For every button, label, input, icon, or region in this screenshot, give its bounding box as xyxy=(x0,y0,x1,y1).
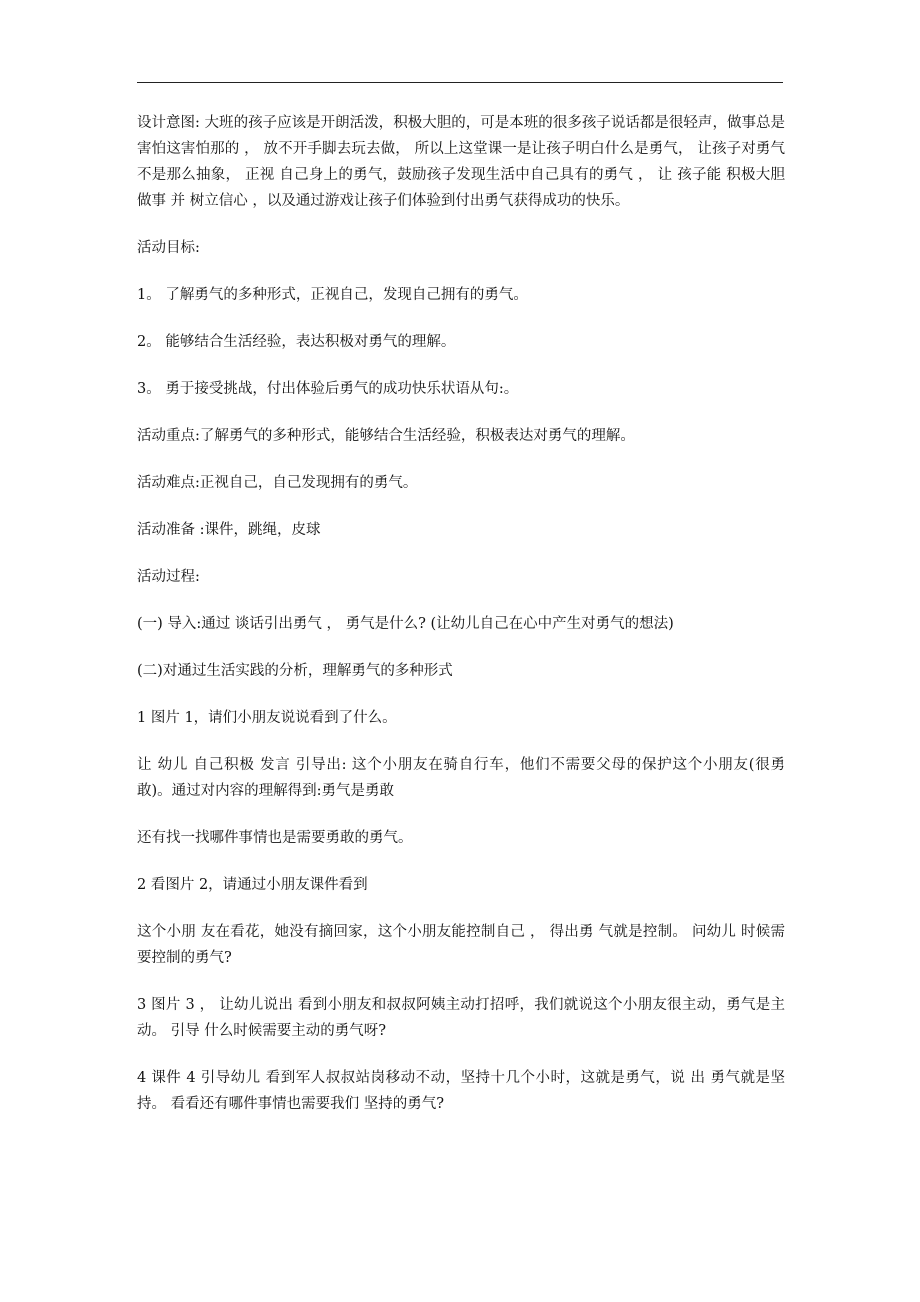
process-step: (一) 导入:通过 谈话引出勇气 ， 勇气是什么? (让幼儿自己在心中产生对勇气的想法) xyxy=(137,616,674,632)
process-step: 还有找一找哪件事情也是需要勇敢的勇气。 xyxy=(137,830,413,846)
header-rule xyxy=(137,82,783,83)
design-intent-paragraph: 设计意图: 大班的孩子应该是开朗活泼，积极大胆的，可是本班的很多孩子说话都是很轻声，做事总是害怕这害怕那的 ， 放不开手脚去玩去做， 所以上这堂课一是让孩子明白什么是勇气， 让孩子对勇气不是那么抽象， 正视 自己身上的勇气，鼓励孩子发现生活中自己具有的勇气 ， 让 孩子能 积极大胆做事 并 树立信心 ，以及通过游戏让孩子们体验到付出勇气获得成功的快乐。 xyxy=(137,115,785,209)
objective-item: 3。 勇于接受挑战，付出体验后勇气的成功快乐状语从句:。 xyxy=(137,381,519,397)
difficulties-paragraph: 活动难点:正视自己，自己发现拥有的勇气。 xyxy=(137,475,418,491)
key-points-paragraph: 活动重点:了解勇气的多种形式，能够结合生活经验，积极表达对勇气的理解。 xyxy=(137,428,635,444)
objective-item: 1。 了解勇气的多种形式，正视自己，发现自己拥有的勇气。 xyxy=(137,287,528,303)
process-step: (二)对通过生活实践的分析，理解勇气的多种形式 xyxy=(137,663,453,679)
objective-item: 2。 能够结合生活经验，表达积极对勇气的理解。 xyxy=(137,334,456,350)
document-body xyxy=(137,110,785,1138)
process-step: 1 图片 1，请们小朋友说说看到了什么。 xyxy=(137,710,397,726)
process-step: 让 幼儿 自己积极 发言 引导出: 这个小朋友在骑自行车，他们不需要父母的保护这个小朋友(很勇敢)。通过对内容的理解得到:勇气是勇敢 xyxy=(137,757,785,799)
process-step: 3 图片 3 ， 让幼儿说出 看到小朋友和叔叔阿姨主动打招呼，我们就说这个小朋友很主动，勇气是主动。 引导 什么时候需要主动的勇气呀? xyxy=(137,997,785,1039)
process-step: 4 课件 4 引导幼儿 看到军人叔叔站岗移动不动，坚持十几个小时，这就是勇气，说 出 勇气就是坚持。 看看还有哪件事情也需要我们 坚持的勇气? xyxy=(137,1070,785,1112)
preparation-paragraph: 活动准备 :课件，跳绳，皮球 xyxy=(137,522,321,538)
process-heading: 活动过程: xyxy=(137,569,200,585)
process-step: 2 看图片 2，请通过小朋友课件看到 xyxy=(137,877,368,893)
objectives-heading: 活动目标: xyxy=(137,240,200,256)
process-step: 这个小朋 友在看花，她没有摘回家，这个小朋友能控制自己 ， 得出勇 气就是控制。 问幼儿 时候需要控制的勇气? xyxy=(137,924,785,966)
